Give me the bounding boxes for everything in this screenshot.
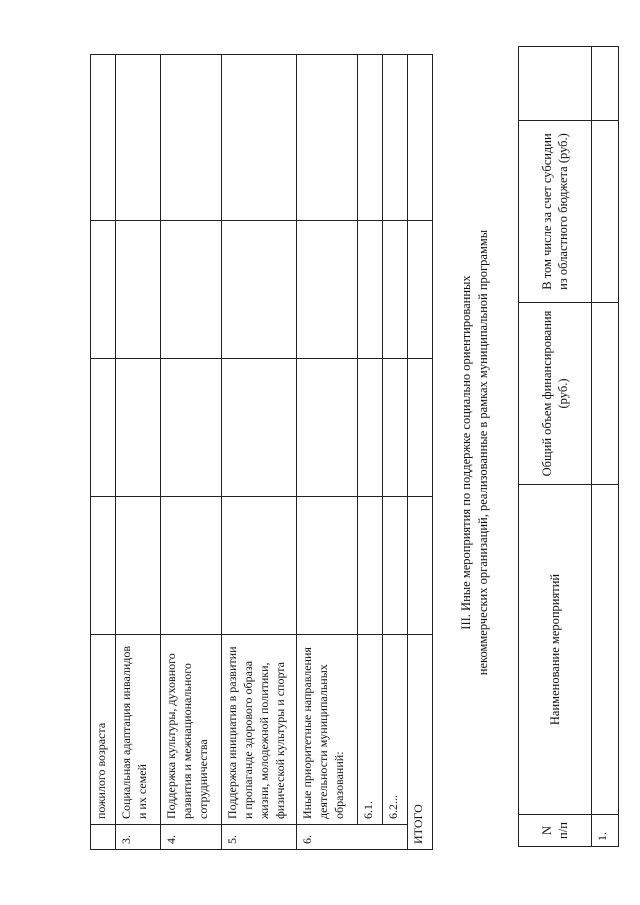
table-row <box>222 55 297 850</box>
subrow-label: 6.2... <box>383 635 408 825</box>
header-name: Наименование мероприятий <box>519 485 592 815</box>
row-name: Социальная адаптация инвалидов и их семей <box>116 635 161 825</box>
table-row <box>91 55 116 850</box>
row-number: 1. <box>592 815 619 847</box>
section-title-line2: некоммерческих организаций, реализованные в рамках муниципальной программы <box>476 229 490 676</box>
section-title <box>458 55 492 850</box>
table-row <box>592 47 619 847</box>
table-subrow <box>358 55 383 850</box>
total-row <box>408 55 433 850</box>
other-measures-table <box>518 46 619 847</box>
row-name: Поддержка культуры, духовного развития и межнационального сотрудничества <box>161 635 222 825</box>
section-title-line1: III. Иные мероприятия по поддержке социально ориентированных <box>459 275 473 630</box>
header-num: N п/п <box>519 815 592 847</box>
header-row <box>519 47 592 847</box>
header-total: Общий объем финансирования (руб.) <box>519 303 592 485</box>
row-number: 3. <box>116 825 161 850</box>
table-subrow <box>383 55 408 850</box>
measures-table-continuation <box>90 54 433 850</box>
row-name: пожилого возраста <box>91 635 116 825</box>
row-name: Поддержка инициатив в развитии и пропаганде здорового образа жизни, молодежной политики, физической культуры и спорта <box>222 635 297 825</box>
total-label: ИТОГО <box>408 635 433 850</box>
table-row <box>297 55 358 850</box>
row-name: Иные приоритетные направления деятельности муниципальных образований: <box>297 635 358 825</box>
header-regional: В том числе за счет субсидии из областного бюджета (руб.) <box>519 121 592 303</box>
table-row <box>161 55 222 850</box>
row-number: 6. <box>297 825 408 850</box>
row-number: 5. <box>222 825 297 850</box>
row-number: 4. <box>161 825 222 850</box>
subrow-label: 6.1. <box>358 635 383 825</box>
row-number <box>91 825 116 850</box>
table-row <box>116 55 161 850</box>
